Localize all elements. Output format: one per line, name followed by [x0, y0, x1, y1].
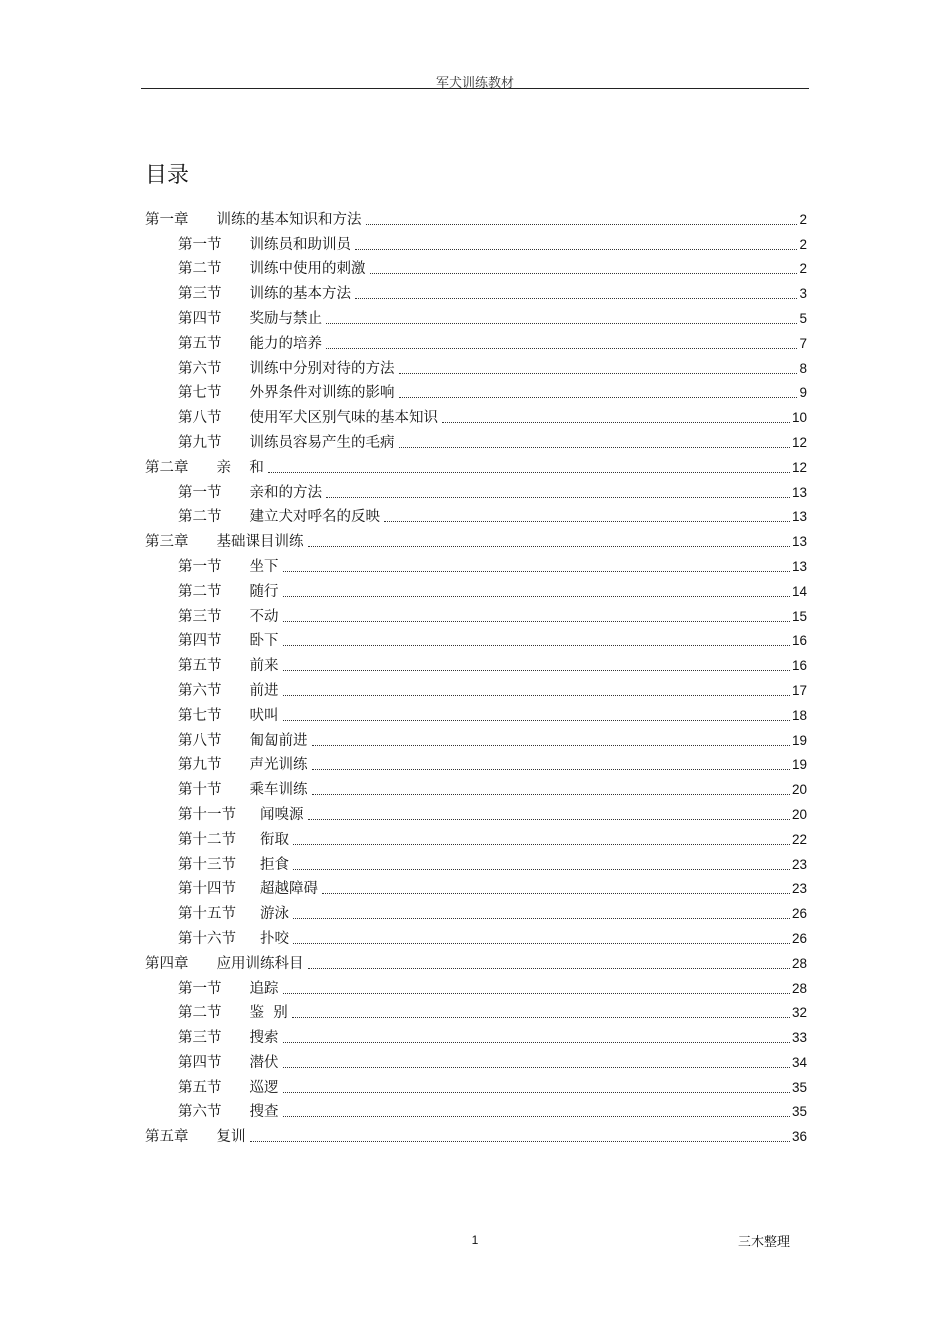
toc-section-entry[interactable] — [145, 799, 807, 824]
toc-dot-leader — [384, 520, 790, 522]
toc-entry-number: 第三节 — [178, 1030, 222, 1047]
toc-section-entry[interactable] — [145, 1022, 807, 1047]
toc-section-entry[interactable] — [145, 278, 807, 303]
toc-entry-title: 卧下 — [249, 633, 279, 650]
toc-dot-leader — [366, 223, 798, 225]
toc-entry-title: 应用训练科目 — [216, 955, 304, 972]
toc-entry-number: 第十一节 — [178, 806, 236, 823]
toc-dot-leader — [322, 892, 790, 894]
toc-entry-page: 20 — [791, 806, 807, 822]
toc-entry-page: 5 — [799, 310, 807, 326]
toc-entry-title: 训练员和助训员 — [249, 236, 351, 253]
toc-dot-leader — [283, 1091, 790, 1093]
toc-entry-page: 3 — [799, 286, 807, 302]
toc-entry-number: 第九节 — [178, 757, 222, 774]
toc-entry-title: 闻嗅源 — [260, 806, 304, 823]
toc-entry-page: 14 — [791, 583, 807, 599]
toc-section-entry[interactable] — [145, 874, 807, 899]
toc-entry-page: 2 — [799, 211, 807, 227]
toc-entry-title: 训练中分别对待的方法 — [249, 360, 395, 377]
toc-entry-number: 第四节 — [178, 1054, 222, 1071]
toc-section-entry[interactable] — [145, 254, 807, 279]
toc-entry-title: 训练员容易产生的毛病 — [249, 434, 395, 451]
toc-dot-leader — [399, 396, 798, 398]
toc-dot-leader — [283, 1041, 790, 1043]
toc-entry-page: 33 — [791, 1030, 807, 1046]
toc-entry-number: 第八节 — [178, 410, 222, 427]
toc-dot-leader — [293, 868, 790, 870]
toc-section-entry[interactable] — [145, 477, 807, 502]
toc-entry-number: 第一节 — [178, 980, 222, 997]
toc-entry-number: 第二节 — [178, 1005, 222, 1022]
toc-dot-leader — [283, 719, 790, 721]
toc-section-entry[interactable] — [145, 750, 807, 775]
toc-entry-page: 12 — [791, 459, 807, 475]
toc-dot-leader — [292, 1016, 790, 1018]
toc-entry-title: 搜索 — [249, 1030, 279, 1047]
toc-entry-number: 第三节 — [178, 608, 222, 625]
toc-entry-number: 第一节 — [178, 236, 222, 253]
toc-entry-page: 22 — [791, 831, 807, 847]
toc-entry-number: 第三节 — [178, 286, 222, 303]
toc-entry-title: 衔取 — [260, 831, 289, 848]
toc-entry-title: 亲和的方法 — [249, 484, 322, 501]
toc-entry-number: 第十六节 — [178, 930, 236, 947]
toc-entry-page: 8 — [799, 360, 807, 376]
toc-entry-page: 13 — [791, 509, 807, 525]
toc-entry-number: 第八节 — [178, 732, 222, 749]
toc-entry-title: 不动 — [249, 608, 279, 625]
running-header-title: 军犬训练教材 — [435, 76, 514, 91]
toc-entry-title: 拒食 — [260, 856, 289, 873]
toc-dot-leader — [442, 421, 790, 423]
toc-section-entry[interactable] — [145, 700, 807, 725]
toc-chapter-entry[interactable] — [145, 204, 807, 229]
toc-entry-title: 坐下 — [249, 558, 279, 575]
toc-dot-leader — [268, 471, 790, 473]
toc-section-entry[interactable] — [145, 576, 807, 601]
toc-dot-leader — [326, 496, 790, 498]
toc-entry-number: 第六节 — [178, 682, 222, 699]
toc-dot-leader — [283, 595, 790, 597]
toc-section-entry[interactable] — [145, 898, 807, 923]
toc-entry-title: 追踪 — [249, 980, 279, 997]
toc-section-entry[interactable] — [145, 973, 807, 998]
toc-dot-leader — [312, 793, 790, 795]
toc-dot-leader — [283, 1115, 790, 1117]
toc-entry-page: 16 — [791, 658, 807, 674]
toc-entry-page: 28 — [791, 955, 807, 971]
toc-dot-leader — [370, 272, 798, 274]
toc-section-entry[interactable] — [145, 601, 807, 626]
toc-entry-number: 第二节 — [178, 509, 222, 526]
toc-dot-leader — [250, 1140, 790, 1142]
toc-entry-title: 基础课目训练 — [216, 534, 304, 551]
toc-entry-page: 16 — [791, 633, 807, 649]
toc-entry-number: 第四节 — [178, 310, 222, 327]
toc-section-entry[interactable] — [145, 650, 807, 675]
toc-dot-leader — [326, 322, 797, 324]
toc-dot-leader — [355, 248, 797, 250]
toc-entry-number: 第二章 — [145, 459, 189, 476]
toc-entry-page: 2 — [799, 261, 807, 277]
toc-entry-page: 19 — [791, 757, 807, 773]
toc-entry-title: 训练中使用的刺激 — [249, 261, 366, 278]
toc-section-entry[interactable] — [145, 725, 807, 750]
toc-dot-leader — [283, 669, 790, 671]
toc-entry-title: 游泳 — [260, 906, 289, 923]
toc-section-entry[interactable] — [145, 303, 807, 328]
toc-entry-title: 建立犬对呼名的反映 — [249, 509, 380, 526]
toc-section-entry[interactable] — [145, 849, 807, 874]
toc-entry-number: 第一节 — [178, 484, 222, 501]
toc-dot-leader — [399, 446, 790, 448]
toc-entry-page: 19 — [791, 732, 807, 748]
toc-entry-title: 乘车训练 — [249, 782, 308, 799]
toc-section-entry[interactable] — [145, 675, 807, 700]
toc-dot-leader — [283, 620, 790, 622]
toc-section-entry[interactable] — [145, 353, 807, 378]
toc-dot-leader — [283, 1066, 790, 1068]
toc-entry-page: 13 — [791, 534, 807, 550]
toc-dot-leader — [399, 372, 798, 374]
toc-entry-title: 潜伏 — [249, 1054, 279, 1071]
toc-dot-leader — [312, 768, 790, 770]
toc-dot-leader — [293, 942, 790, 944]
toc-dot-leader — [308, 818, 790, 820]
toc-entry-title: 搜查 — [249, 1104, 279, 1121]
toc-entry-title: 声光训练 — [249, 757, 308, 774]
toc-entry-title: 前来 — [249, 658, 279, 675]
toc-entry-page: 18 — [791, 707, 807, 723]
toc-chapter-entry[interactable] — [145, 1121, 807, 1146]
toc-entry-title: 随行 — [249, 583, 279, 600]
toc-entry-title: 扑咬 — [260, 930, 289, 947]
toc-entry-number: 第三章 — [145, 534, 189, 551]
toc-entry-title: 亲 和 — [216, 459, 264, 476]
toc-section-entry[interactable] — [145, 1047, 807, 1072]
toc-entry-page: 7 — [799, 335, 807, 351]
toc-dot-leader — [283, 694, 790, 696]
toc-entry-number: 第六节 — [178, 360, 222, 377]
toc-entry-page: 36 — [791, 1129, 807, 1145]
toc-section-entry[interactable] — [145, 774, 807, 799]
toc-section-entry[interactable] — [145, 402, 807, 427]
toc-section-entry[interactable] — [145, 1072, 807, 1097]
toc-section-entry[interactable] — [145, 923, 807, 948]
toc-entry-page: 26 — [791, 906, 807, 922]
toc-entry-title: 复训 — [216, 1129, 246, 1146]
toc-entry-title: 匍匐前进 — [249, 732, 308, 749]
toc-entry-number: 第七节 — [178, 385, 222, 402]
toc-section-entry[interactable] — [145, 427, 807, 452]
toc-dot-leader — [283, 570, 790, 572]
toc-entry-number: 第十五节 — [178, 906, 236, 923]
toc-entry-number: 第五节 — [178, 335, 222, 352]
toc-entry-title: 使用军犬区别气味的基本知识 — [249, 410, 438, 427]
toc-heading — [145, 158, 190, 189]
toc-dot-leader — [283, 644, 790, 646]
toc-entry-page: 28 — [791, 980, 807, 996]
toc-chapter-entry[interactable] — [145, 452, 807, 477]
toc-entry-title: 训练的基本知识和方法 — [216, 211, 362, 228]
toc-dot-leader — [293, 843, 790, 845]
header-rule — [141, 88, 809, 89]
toc-entry-page: 13 — [791, 558, 807, 574]
toc-section-entry[interactable] — [145, 328, 807, 353]
toc-entry-number: 第五节 — [178, 658, 222, 675]
toc-section-entry[interactable] — [145, 378, 807, 403]
toc-chapter-entry[interactable] — [145, 526, 807, 551]
toc-entry-number: 第七节 — [178, 707, 222, 724]
toc-chapter-entry[interactable] — [145, 948, 807, 973]
toc-entry-number: 第六节 — [178, 1104, 222, 1121]
toc-entry-title: 超越障碍 — [260, 881, 318, 898]
toc-entry-title: 前进 — [249, 682, 279, 699]
toc-entry-page: 35 — [791, 1104, 807, 1120]
toc-entry-title: 巡逻 — [249, 1079, 279, 1096]
table-of-contents — [145, 204, 807, 1146]
toc-entry-page: 17 — [791, 682, 807, 698]
toc-section-entry[interactable] — [145, 824, 807, 849]
toc-entry-number: 第十四节 — [178, 881, 236, 898]
toc-entry-title: 奖励与禁止 — [249, 310, 322, 327]
toc-entry-title: 鉴 别 — [249, 1005, 288, 1022]
toc-section-entry[interactable] — [145, 998, 807, 1023]
toc-entry-page: 23 — [791, 881, 807, 897]
toc-entry-page: 23 — [791, 856, 807, 872]
toc-dot-leader — [308, 545, 790, 547]
toc-entry-number: 第一章 — [145, 211, 189, 228]
toc-entry-number: 第九节 — [178, 434, 222, 451]
toc-entry-number: 第四章 — [145, 955, 189, 972]
toc-entry-number: 第四节 — [178, 633, 222, 650]
toc-entry-page: 34 — [791, 1054, 807, 1070]
toc-dot-leader — [355, 297, 797, 299]
toc-dot-leader — [283, 992, 790, 994]
toc-heading-text: 目录 — [145, 163, 190, 188]
toc-dot-leader — [293, 917, 790, 919]
toc-section-entry[interactable] — [145, 229, 807, 254]
toc-entry-number: 第二节 — [178, 261, 222, 278]
toc-dot-leader — [308, 967, 790, 969]
toc-entry-number: 第十二节 — [178, 831, 236, 848]
toc-entry-page: 9 — [799, 385, 807, 401]
toc-entry-page: 35 — [791, 1079, 807, 1095]
toc-entry-number: 第十节 — [178, 782, 222, 799]
footer-page-number: 1 — [471, 1233, 479, 1247]
toc-entry-number: 第五节 — [178, 1079, 222, 1096]
footer-credit: 三木整理 — [738, 1235, 791, 1250]
toc-entry-title: 外界条件对训练的影响 — [249, 385, 395, 402]
toc-dot-leader — [312, 744, 790, 746]
toc-section-entry[interactable] — [145, 551, 807, 576]
toc-entry-title: 能力的培养 — [249, 335, 322, 352]
toc-entry-page: 13 — [791, 484, 807, 500]
toc-entry-page: 26 — [791, 930, 807, 946]
toc-entry-page: 32 — [791, 1005, 807, 1021]
toc-entry-page: 12 — [791, 434, 807, 450]
toc-section-entry[interactable] — [145, 1097, 807, 1122]
toc-section-entry[interactable] — [145, 626, 807, 651]
toc-entry-title: 吠叫 — [249, 707, 279, 724]
toc-entry-title: 训练的基本方法 — [249, 286, 351, 303]
toc-entry-page: 15 — [791, 608, 807, 624]
toc-dot-leader — [326, 347, 797, 349]
toc-entry-page: 2 — [799, 236, 807, 252]
toc-section-entry[interactable] — [145, 502, 807, 527]
toc-entry-number: 第二节 — [178, 583, 222, 600]
toc-entry-number: 第十三节 — [178, 856, 236, 873]
toc-entry-page: 10 — [791, 410, 807, 426]
toc-entry-number: 第五章 — [145, 1129, 189, 1146]
toc-entry-page: 20 — [791, 782, 807, 798]
toc-entry-number: 第一节 — [178, 558, 222, 575]
